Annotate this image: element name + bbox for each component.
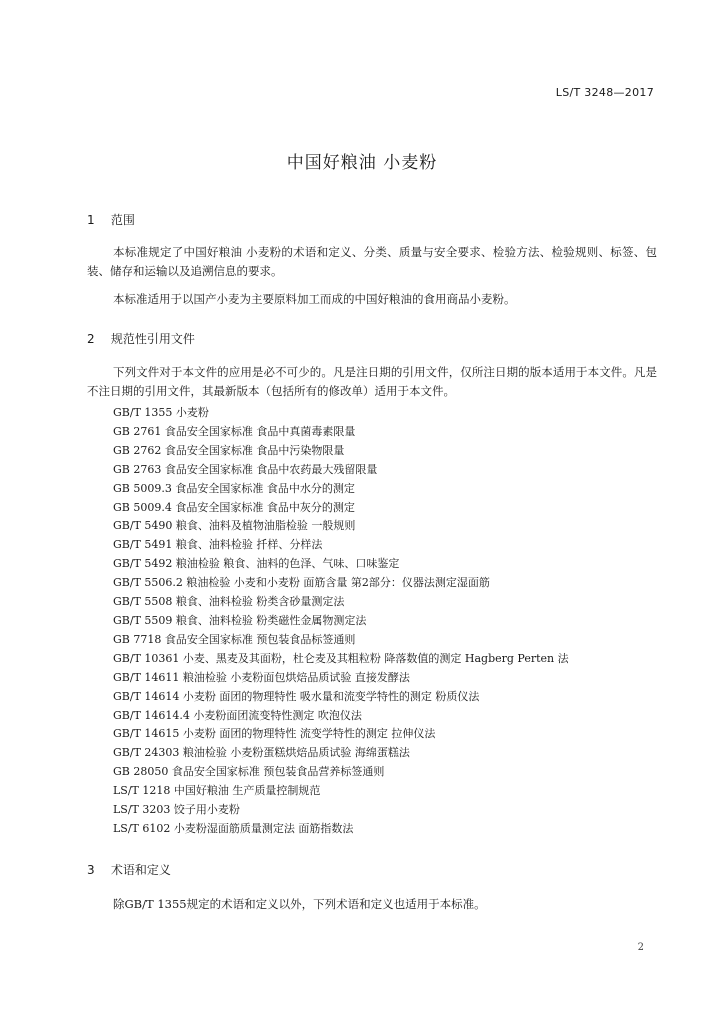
reference-item: GB/T 5508 粮食、油料检验 粉类含砂量测定法 [113,595,345,609]
reference-item: GB/T 5506.2 粮油检验 小麦和小麦粉 面筋含量 第2部分：仪器法测定湿面筋 [113,576,490,590]
reference-item: GB 7718 食品安全国家标准 预包装食品标签通则 [113,632,356,646]
reference-item: GB 2761 食品安全国家标准 食品中真菌毒素限量 [113,424,356,438]
reference-item: GB/T 5490 粮食、油料及植物油脂检验 一般规则 [113,519,356,533]
reference-item: GB 5009.4 食品安全国家标准 食品中灰分的测定 [113,500,355,514]
standard-code: LS/T 3248—2017 [555,86,654,99]
section-3-paragraph-1: 除GB/T 1355规定的术语和定义以外，下列术语和定义也适用于本标准。 [113,897,486,911]
section-title: 术语和定义 [110,863,171,877]
reference-item: GB 28050 食品安全国家标准 预包装食品营养标签通则 [113,765,385,779]
section-1-paragraph-1: 本标准规定了中国好粮油 小麦粉的术语和定义、分类、质量与安全要求、检验方法、检验规则、标签、包装、储存和运输以及追溯信息的要求。 [87,245,657,278]
section-number: 3 [87,863,95,877]
section-1-heading [87,211,135,228]
reference-item: GB/T 14615 小麦粉 面团的物理特性 流变学特性的测定 拉伸仪法 [113,727,436,741]
reference-item: GB/T 24303 粮油检验 小麦粉蛋糕烘焙品质试验 海绵蛋糕法 [113,746,410,760]
section-3-heading [87,861,171,878]
reference-item: GB/T 10361 小麦、黑麦及其面粉，杜仑麦及其粗粒粉 降落数值的测定 Hagberg Perten 法 [113,651,569,665]
reference-item: LS/T 6102 小麦粉湿面筋质量测定法 面筋指数法 [113,821,354,835]
reference-item: GB 5009.3 食品安全国家标准 食品中水分的测定 [113,481,355,495]
reference-item: GB/T 14611 粮油检验 小麦粉面包烘焙品质试验 直接发酵法 [113,670,410,684]
section-2-heading [87,330,195,347]
reference-item: GB/T 14614 小麦粉 面团的物理特性 吸水量和流变学特性的测定 粉质仪法 [113,689,480,703]
section-title: 规范性引用文件 [110,332,195,346]
document-title: 中国好粮油 小麦粉 [286,153,438,173]
reference-item: GB/T 5509 粮食、油料检验 粉类磁性金属物测定法 [113,613,367,627]
reference-item: GB/T 5491 粮食、油料检验 扦样、分样法 [113,538,323,552]
reference-item: GB/T 1355 小麦粉 [113,406,209,419]
section-2-paragraph-1: 下列文件对于本文件的应用是必不可少的。凡是注日期的引用文件，仅所注日期的版本适用于本文件。凡是不注日期的引用文件，其最新版本（包括所有的修改单）适用于本文件。 [87,365,657,398]
section-number: 1 [87,213,95,227]
reference-item: GB 2762 食品安全国家标准 食品中污染物限量 [113,443,345,457]
section-1-paragraph-2: 本标准适用于以国产小麦为主要原料加工而成的中国好粮油的食用商品小麦粉。 [113,292,516,306]
reference-item: GB/T 5492 粮油检验 粮食、油料的色泽、气味、口味鉴定 [113,557,400,571]
reference-item: LS/T 1218 中国好粮油 生产质量控制规范 [113,784,321,798]
reference-item: LS/T 3203 饺子用小麦粉 [113,803,240,817]
page-number: 2 [637,942,644,953]
reference-item: GB/T 14614.4 小麦粉面团流变特性测定 吹泡仪法 [113,708,362,722]
reference-item: GB 2763 食品安全国家标准 食品中农药最大残留限量 [113,462,378,476]
section-title: 范围 [110,213,135,227]
section-number: 2 [87,332,95,346]
normative-reference-list [113,404,569,839]
